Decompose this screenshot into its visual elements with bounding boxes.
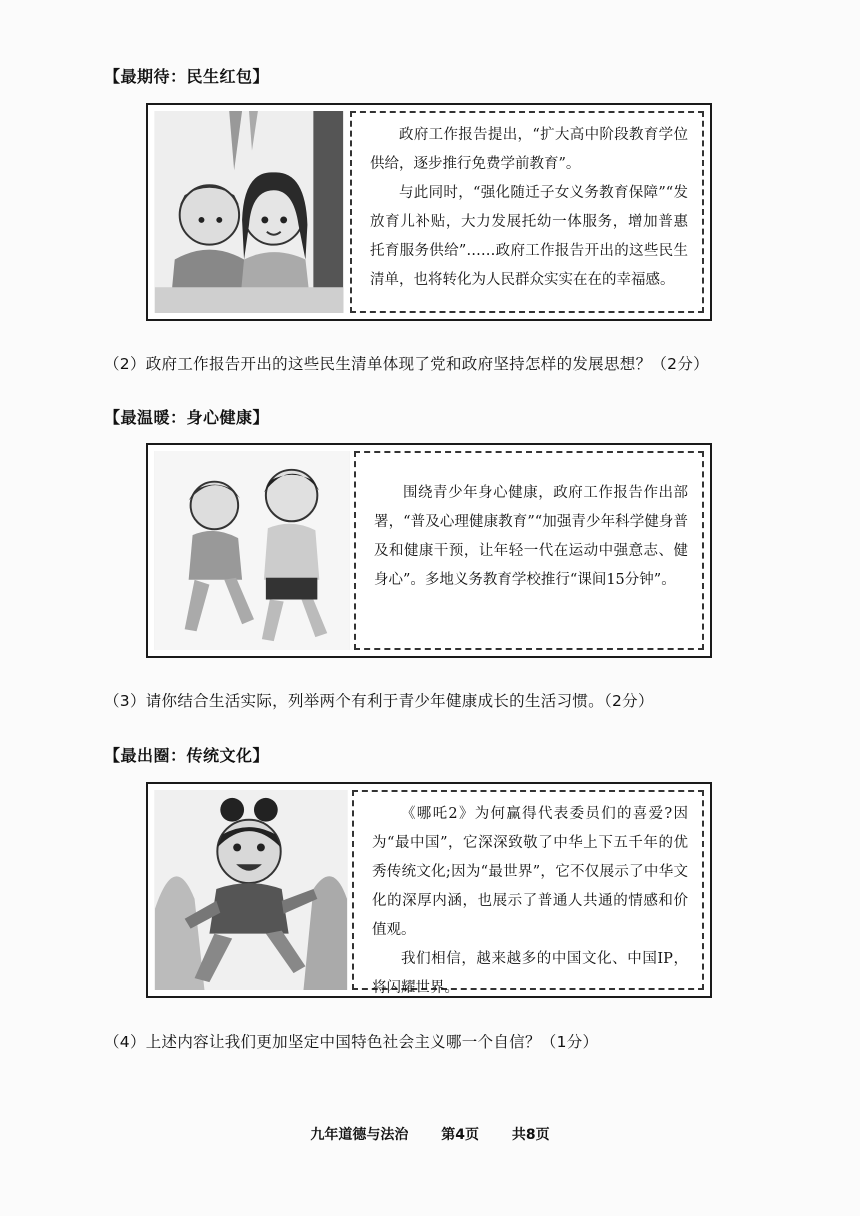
material-panel-livelihood <box>146 103 712 321</box>
question-3: （3）请你结合生活实际，列举两个有利于青少年健康成长的生活习惯。（2分） <box>104 692 654 710</box>
illustration-two-children-studying <box>154 111 344 313</box>
section-title-livelihood: 【最期待：民生红包】 <box>104 67 270 86</box>
illustration-two-boys-running <box>154 451 350 650</box>
question-4: （4）上述内容让我们更加坚定中国特色社会主义哪一个自信？（1分） <box>104 1033 599 1051</box>
section-title-health: 【最温暖：身心健康】 <box>104 408 270 427</box>
footer-total-pages: 共8页 <box>511 1127 550 1143</box>
children-studying-image <box>154 111 344 313</box>
material-text-health <box>354 451 704 650</box>
illustration-nezha-character <box>154 790 348 990</box>
nezha-image <box>154 790 348 990</box>
boys-running-image <box>154 451 350 650</box>
material-paragraph: 与此同时，“强化随迁子女义务教育保障”“发放育儿补贴，大力发展托幼一体服务，增加普惠托育服务供给”……政府工作报告开出的这些民生清单，也将转化为人民群众实实在在的幸福感。 <box>370 185 688 288</box>
material-panel-culture <box>146 782 712 998</box>
material-paragraph: 《哪吒2》为何赢得代表委员们的喜爱?因为“最中国”，它深深致敬了中华上下五千年的优秀传统文化;因为“最世界”，它不仅展示了中华文化的深厚内涵，也展示了普通人共通的情感和价值观。 <box>372 806 688 938</box>
material-paragraph: 政府工作报告提出，“扩大高中阶段教育学位供给，逐步推行免费学前教育”。 <box>370 127 688 172</box>
material-paragraph: 我们相信，越来越多的中国文化、中国IP，将闪耀世界。 <box>372 951 688 996</box>
section-title-culture: 【最出圈：传统文化】 <box>104 746 270 765</box>
footer-page-number: 第4页 <box>441 1127 479 1143</box>
material-text-culture <box>352 790 704 996</box>
footer-subject: 九年道德与法治 <box>310 1127 409 1143</box>
page-footer <box>0 1124 860 1144</box>
question-2: （2）政府工作报告开出的这些民生清单体现了党和政府坚持怎样的发展思想？（2分） <box>104 355 709 373</box>
material-paragraph: 围绕青少年身心健康，政府工作报告作出部署，“普及心理健康教育”“加强青少年科学健身普及和健康干预，让年轻一代在运动中强意志、健身心”。多地义务教育学校推行“课间15分钟”。 <box>374 485 688 588</box>
material-panel-health <box>146 443 712 658</box>
material-text-livelihood <box>350 111 704 313</box>
